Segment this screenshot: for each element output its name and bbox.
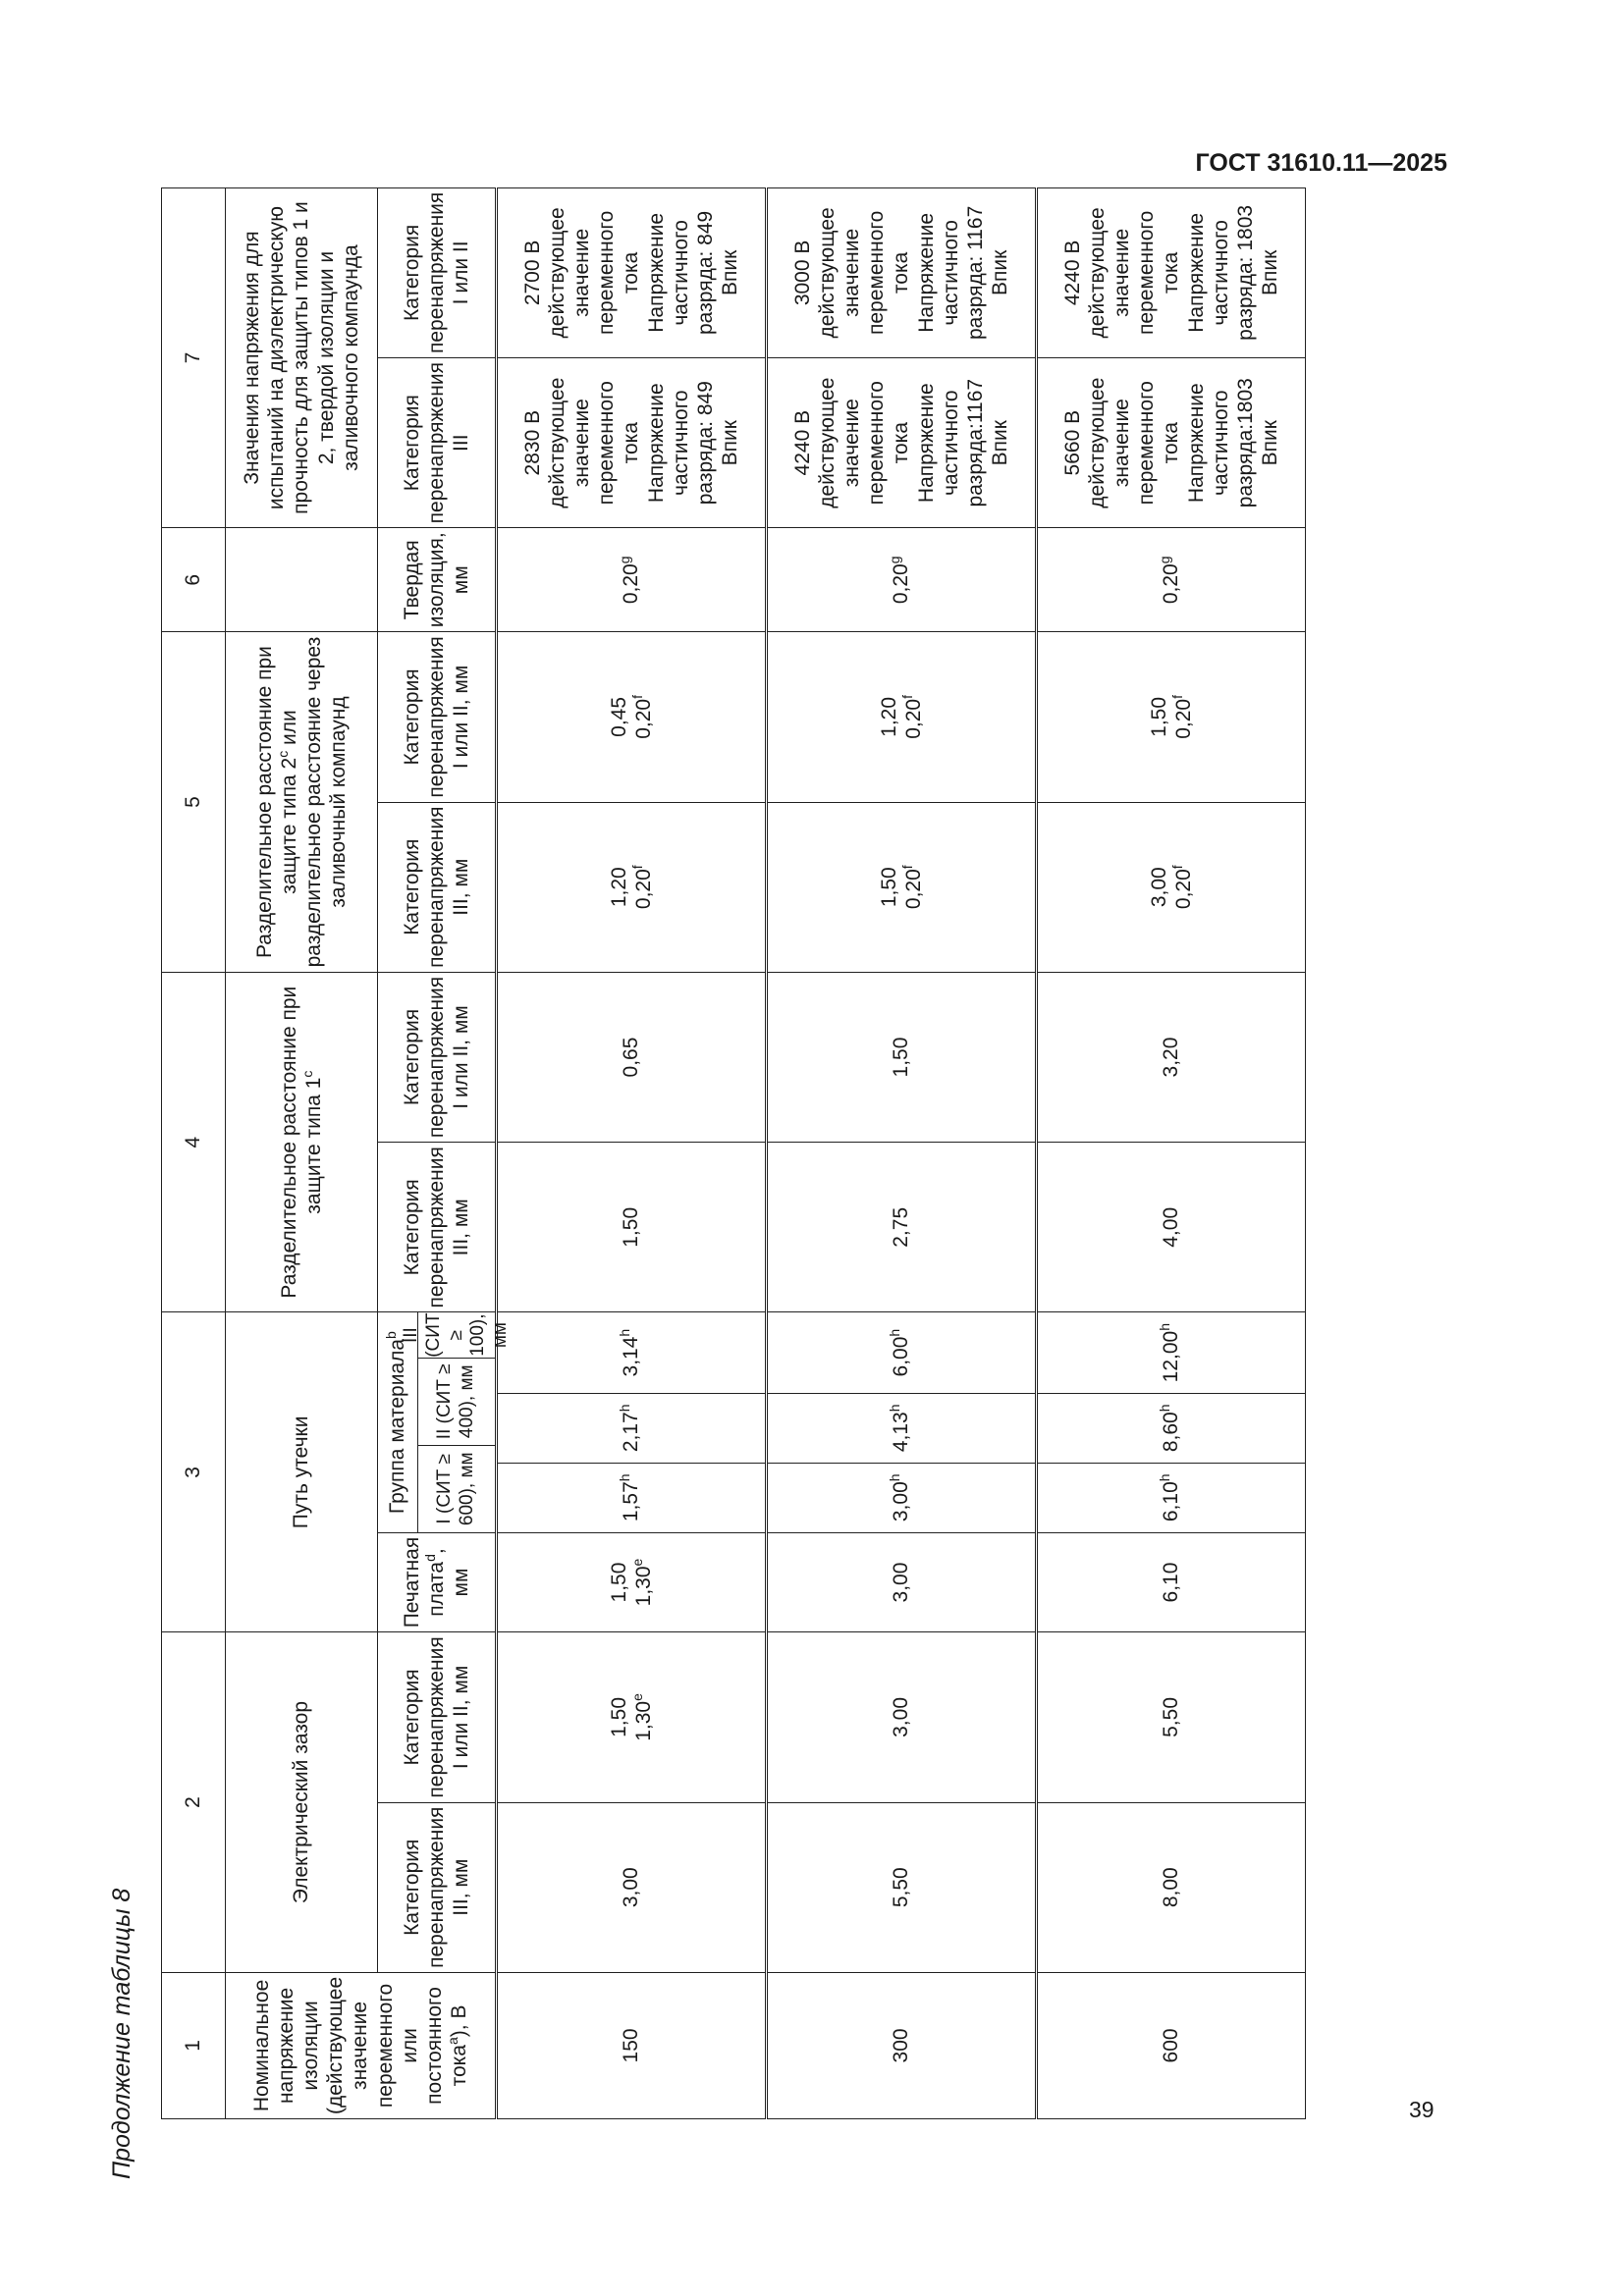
mat-II-cell: 8,60$^h$ — [1037, 1393, 1306, 1463]
test-cat12-cell: 2700 В действующее значение переменного тока Напряжение частичного разряда: 849 Впик — [497, 187, 767, 357]
sep2-cat12-cell: 1,50 0,20$^f$ — [1037, 632, 1306, 802]
mat-III-cell: 12,00$^h$ — [1037, 1312, 1306, 1393]
sep1-cat3-cell: 2,75 — [767, 1143, 1037, 1312]
test-cat3-cell: 5660 В действующее значение переменного тока Напряжение частичного разряда:1803 Впик — [1037, 358, 1306, 528]
pcb-cell: 3,00 — [767, 1532, 1037, 1632]
test-cat3-cell: 2830 В действующее значение переменного тока Напряжение частичного разряда: 849 Впик — [497, 358, 767, 528]
voltage-cell: 300 — [767, 1972, 1037, 2118]
solid-cell: 0,20$^g$ — [767, 528, 1037, 632]
clearance-header: Электрический зазор — [226, 1632, 378, 1973]
sep1-cat3-cell: 1,50 — [497, 1143, 767, 1312]
sep1-cat12-cell: 0,65 — [497, 972, 767, 1142]
page-number: 39 — [1409, 2097, 1435, 2122]
sep1-cat12-cell: 3,20 — [1037, 972, 1306, 1142]
clr-cat3-cell: 8,00 — [1037, 1802, 1306, 1972]
col-num: 1 — [162, 1972, 226, 2118]
clearance-cat12-header: Категория перенапряжения I или II, мм — [378, 1632, 497, 1802]
pcb-cell: 1,50 $1,30^е$ — [497, 1532, 767, 1632]
table-row — [1037, 187, 1306, 2118]
sep2-cat3-header: Категория перенапряжения III, мм — [378, 802, 497, 972]
table-caption: Продолжение таблицы 8 — [108, 1888, 135, 2179]
sep2-cat3-cell: 1,50 0,20$^f$ — [767, 802, 1037, 972]
material-group-cell — [378, 1312, 512, 1532]
solid-header: Твердая изоляция, мм — [378, 528, 497, 632]
mat-II-header: II (СИТ ≥ 400), мм — [418, 1358, 495, 1445]
test-voltage-header: Значения напряжения для испытаний на диэлектрическую прочность для защиты типов 1 и 2, твердой изоляции и заливочного компаунда — [226, 187, 378, 528]
sep2-cat12-header: Категория перенапряжения I или II, мм — [378, 632, 497, 802]
voltage-cell: 150 — [497, 1972, 767, 2118]
col-num: 5 — [162, 632, 226, 973]
clr-cat12-cell: 5,50 — [1037, 1632, 1306, 1802]
sep1-cat3-header: Категория перенапряжения III, мм — [378, 1143, 497, 1312]
clr-cat12-cell: 3,00 — [767, 1632, 1037, 1802]
header-row-1 — [226, 187, 319, 2118]
clr-cat3-cell: 5,50 — [767, 1802, 1037, 1972]
pcb-cell: 6,10 — [1037, 1532, 1306, 1632]
mat-II-cell: 2,17$^h$ — [497, 1393, 767, 1463]
sep2-cat3-cell: 1,20 0,20$^f$ — [497, 802, 767, 972]
table-row — [497, 187, 767, 2118]
creepage-header: Путь утечки — [226, 1312, 378, 1632]
sep1-cat3-cell: 4,00 — [1037, 1143, 1306, 1312]
sep2-cat12-cell: 0,45 0,20$^f$ — [497, 632, 767, 802]
material-group-header: Группа материала$^b$ — [378, 1312, 418, 1531]
clr-cat3-cell: 3,00 — [497, 1802, 767, 1972]
solid-cell: 0,20$^g$ — [497, 528, 767, 632]
solid-cell: 0,20$^g$ — [1037, 528, 1306, 632]
col-num: 7 — [162, 187, 226, 528]
mat-I-header: I (СИТ ≥ 600), мм — [418, 1445, 495, 1532]
mat-I-cell: 3,00$^h$ — [767, 1463, 1037, 1532]
mat-III-header: III (СИТ ≥ 100), мм — [401, 1312, 512, 1358]
sep1-header: Разделительное расстояние при защите типа $1^с$ — [226, 972, 378, 1312]
mat-II-cell: 4,13$^h$ — [767, 1393, 1037, 1463]
mat-I-cell: 6,10$^h$ — [1037, 1463, 1306, 1532]
sep1-cat12-header: Категория перенапряжения I или II, мм — [378, 972, 497, 1142]
col-num: 6 — [162, 528, 226, 632]
material-subheaders — [401, 1312, 512, 1531]
pcb-header: Печатная плата$^d$, мм — [378, 1532, 497, 1632]
sep2-header: Разделительное расстояние при защите типа $2^с$ или разделительное расстояние через заливочный компаунд — [226, 632, 378, 973]
document-header: ГОСТ 31610.11—2025 — [1195, 149, 1447, 177]
test-cat12-cell: 3000 В действующее значение переменного тока Напряжение частичного разряда: 1167 Впик — [767, 187, 1037, 357]
col-num: 3 — [162, 1312, 226, 1632]
test-cat3-cell: 4240 В действующее значение переменного тока Напряжение частичного разряда:1167 Впик — [767, 358, 1037, 528]
voltage-cell: 600 — [1037, 1972, 1306, 2118]
sep1-cat12-cell: 1,50 — [767, 972, 1037, 1142]
test-cat12-header: Категория перенапряжения I или II — [378, 187, 497, 357]
mat-III-cell: 6,00$^h$ — [767, 1312, 1037, 1393]
sep2-cat12-cell: 1,20 0,20$^f$ — [767, 632, 1037, 802]
test-cat12-cell: 4240 В действующее значение переменного тока Напряжение частичного разряда: 1803 Впик — [1037, 187, 1306, 357]
clr-cat12-cell: 1,50 $1,30^е$ — [497, 1632, 767, 1802]
col-num: 2 — [162, 1632, 226, 1973]
test-cat3-header: Категория перенапряжения III — [378, 358, 497, 528]
voltage-header: Номинальное напряжение изоляции (действующее значение переменного или постоянного тока$^а$), В — [226, 1972, 497, 2118]
table-row — [767, 187, 1037, 2118]
mat-I-cell: 1,57$^h$ — [497, 1463, 767, 1532]
clearance-table — [161, 187, 1306, 2119]
solid-spacer — [226, 528, 378, 632]
column-number-row — [162, 187, 226, 2118]
clearance-cat3-header: Категория перенапряжения III, мм — [378, 1802, 497, 1972]
header-row-3 — [378, 187, 497, 2118]
mat-III-cell: 3,14$^h$ — [497, 1312, 767, 1393]
rotated-table-area — [96, 191, 1282, 2179]
col-num: 4 — [162, 972, 226, 1312]
sep2-cat3-cell: 3,00 0,20$^f$ — [1037, 802, 1306, 972]
